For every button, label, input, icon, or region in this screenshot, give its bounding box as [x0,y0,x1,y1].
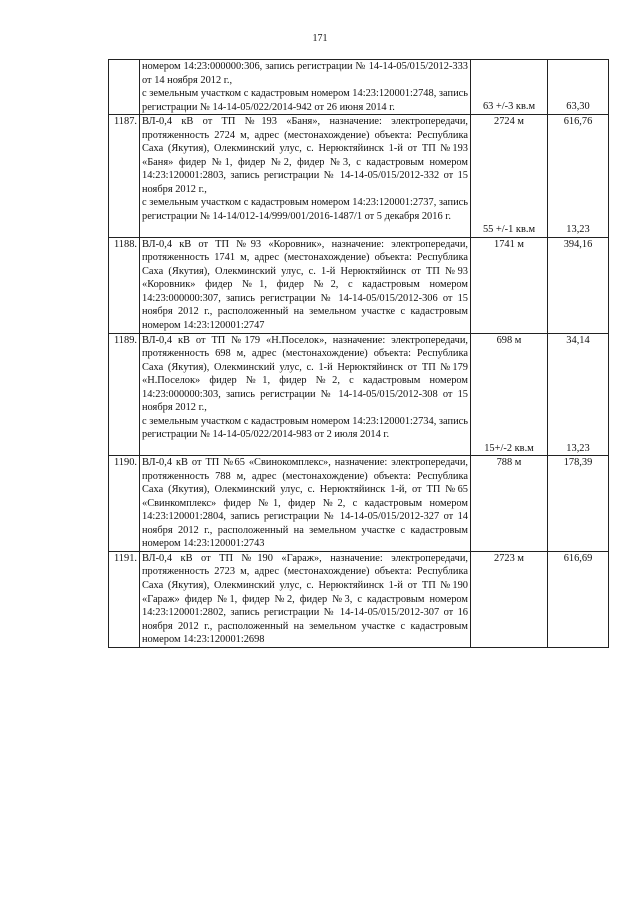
object-description: ВЛ-0,4 кВ от ТП №93 «Коровник», назначение: электропередачи, протяженность 1741 м, адрес (местонахождение) объекта: Республика Саха (Якутия), Олекминский улус, с. 1-й Нерюктяйинск от ТП №93 «Коровник» фидер №1, фидер №2, с кадастровым номером 14:23:000000:307, запись регистрации № 14-14-05/015/2012-306 от 15 ноября 2012 г., расположенный на земельном участке с кадастровым номером 14:23:120001:2747 [142,238,468,332]
object-value: 616,69 [563,552,593,564]
land-plot-value: 13,23 [566,442,590,454]
object-value: 616,76 [563,116,593,128]
row-number: 1188. [109,237,140,333]
row-quantity [471,237,548,333]
row-value [548,456,609,552]
land-plot-area: 55 +/-1 кв.м [482,224,536,236]
table-row [109,115,609,238]
land-plot-value: 63,30 [566,101,590,112]
table-row [109,60,609,115]
table-row [109,456,609,552]
object-description: ВЛ-0,4 кВ от ТП №190 «Гараж», назначение: электропередачи, протяженность 2723 м, адрес (местонахождение) объекта: Республика Саха (Якутия), Олекминский улус, с. Нерюктяйинск 1-й от ТП №190 «Гараж» фидер №1, фидер №2, фидер №3, с кадастровым номером 14:23:120001:2802, запись регистрации № 14-14-05/015/2012-307 от 16 ноября 2012 г., расположенный на земельном участке с кадастровым номером 14:23:120001:2698 [142,552,468,646]
object-quantity: 698 м [496,334,522,346]
object-description: ВЛ-0,4 кВ от ТП №193 «Баня», назначение: электропередачи, протяженность 2724 м, адрес (местонахождение) объекта: Республика Саха (Якутия), Олекминский улус, с. Нерюктяйинск 1-й от ТП №193 «Баня» фидер №1, фидер №2, фидер №3, с кадастровым номером 14:23:120001:2803, запись регистрации № 14-14-05/015/2012-332 от 15 ноября 2012 г., [142,116,468,195]
object-value: 178,39 [563,457,593,469]
property-registry-table [108,59,609,648]
object-quantity [473,60,545,100]
row-quantity [471,115,548,238]
object-description: ВЛ-0,4 кВ от ТП №179 «Н.Поселок», назначение: электропередачи, протяженность 698 м, адрес (местонахождение) объекта: Республика Саха (Якутия), Олекминский улус, с. 1-й Нерюктяйинск от ТП №179 «Н.Поселок» фидер №1, фидер №2, с кадастровым номером 14:23:000000:303, запись регистрации № 14-14-05/015/2012-308 от 15 ноября 2012 г., [142,334,468,414]
row-description [140,60,471,115]
row-value [548,551,609,647]
row-description [140,333,471,456]
row-quantity [471,333,548,456]
row-number: 1187. [109,115,140,238]
table-row [109,551,609,647]
land-plot-description: с земельным участком с кадастровым номером 14:23:120001:2737, запись регистрации № 14-14/012-14/999/001/2016-1487/1 от 5 декабря 2016 г. [142,197,468,223]
object-value: 34,14 [566,334,590,346]
table-row [109,333,609,456]
row-description [140,456,471,552]
land-plot-area: 63 +/-3 кв.м [482,101,536,112]
row-description [140,237,471,333]
row-number: 1191. [109,551,140,647]
row-description [140,115,471,238]
row-value [548,60,609,115]
land-plot-description: с земельным участком с кадастровым номером 14:23:120001:2734, запись регистрации № 14-14-05/022/2014-983 от 2 июля 2014 г. [142,415,468,441]
row-quantity [471,551,548,647]
object-description: номером 14:23:000000:306, запись регистрации № 14-14-05/015/2012-333 от 14 ноября 2012 г., [142,61,468,86]
row-number: 1190. [109,456,140,552]
page-number: 171 [312,33,328,44]
object-description: ВЛ-0,4 кВ от ТП №65 «Свинокомплекс», назначение: электропередачи, протяженность 788 м, адрес (местонахождение) объекта: Республика Саха (Якутия), Олекминский улус, с. Нерюктяйинск 1-й, от ТП №65 «Свинкомплекс» фидер №1, фидер №2, с кадастровым номером 14:23:120001:2804, запись регистрации № 14-14-05/015/2012-327 от 14 ноября 2012 г., расположенный на земельном участке с кадастровым номером 14:23:120001:2743 [142,457,468,550]
land-plot-area: 15+/-2 кв.м [484,442,534,454]
row-quantity [471,456,548,552]
row-value [548,333,609,456]
object-value: 394,16 [563,238,593,250]
object-quantity: 788 м [496,457,522,469]
row-value [548,237,609,333]
row-value [548,115,609,238]
row-quantity [471,60,548,115]
object-quantity: 1741 м [494,238,524,250]
land-plot-description: с земельным участком с кадастровым номером 14:23:120001:2748, запись регистрации № 14-14-05/022/2014-942 от 26 июня 2014 г. [142,88,468,113]
object-value [550,60,606,100]
land-plot-value: 13,23 [566,224,590,236]
row-number: 1189. [109,333,140,456]
row-number [109,60,140,115]
table-row [109,237,609,333]
object-quantity: 2724 м [494,116,524,128]
object-quantity: 2723 м [494,552,524,564]
row-description [140,551,471,647]
